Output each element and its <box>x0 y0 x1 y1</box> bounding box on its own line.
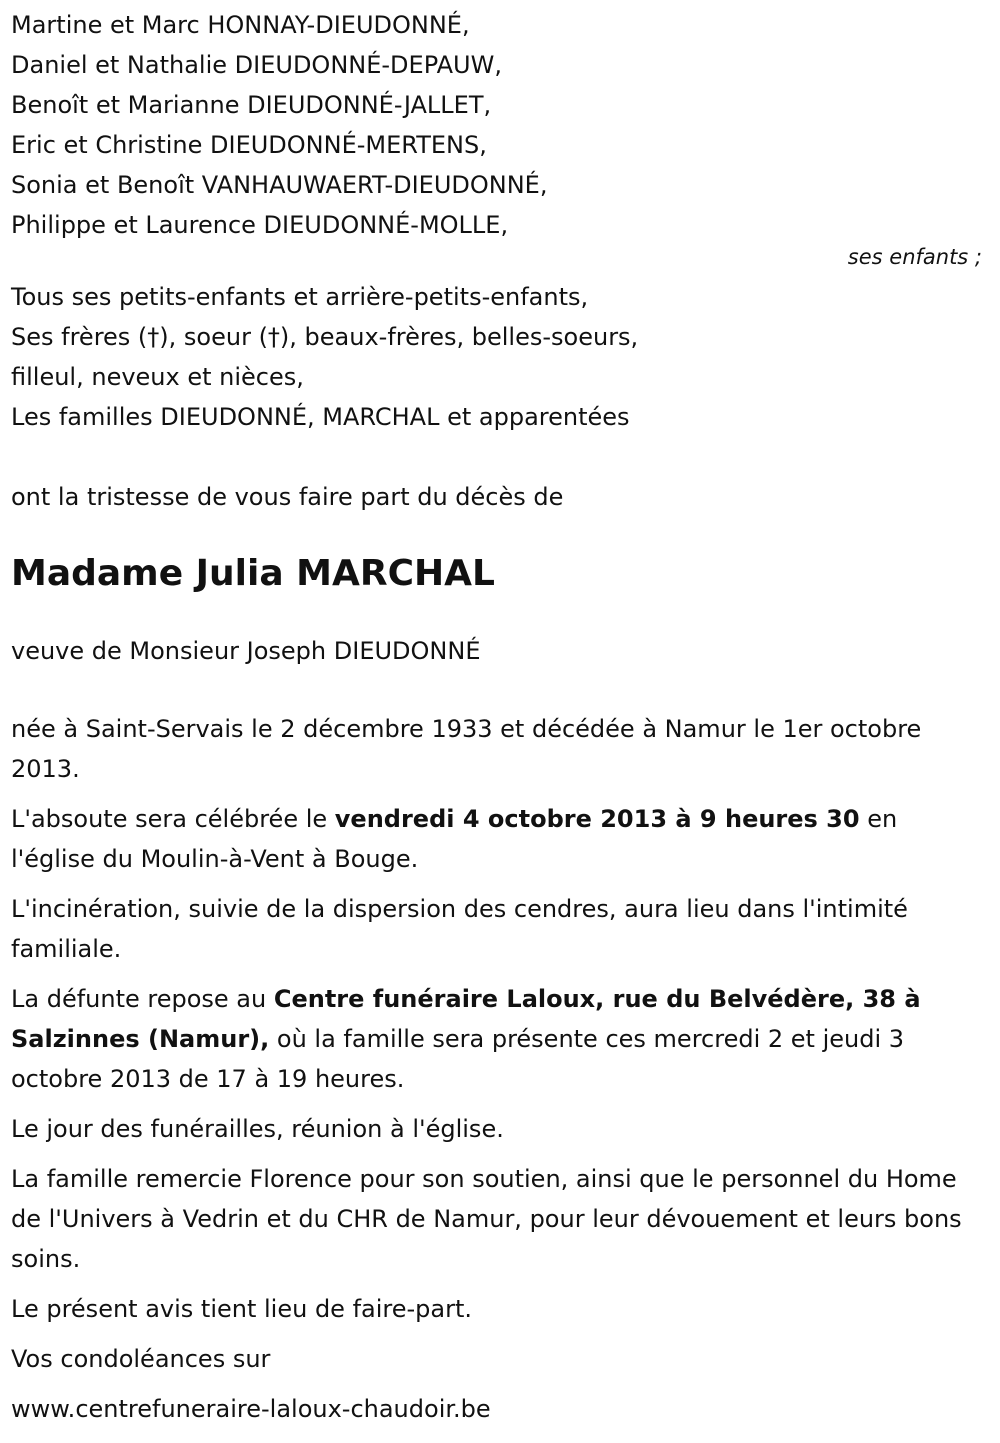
deceased-name: Madame Julia MARCHAL <box>11 553 495 594</box>
family-list <box>11 277 991 437</box>
website-link[interactable]: www.centrefuneraire-laloux-chaudoir.be <box>11 1395 491 1423</box>
family-line: Ses frères (†), soeur (†), beaux-frères, belles-soeurs, <box>11 323 639 351</box>
ceremony-prefix: L'absoute sera célébrée le <box>11 805 335 833</box>
announcement: ont la tristesse de vous faire part du décès de <box>11 483 564 511</box>
child-line: Daniel et Nathalie DIEUDONNÉ-DEPAUW, <box>11 51 502 79</box>
family-line: Les familles DIEUDONNÉ, MARCHAL et apparentées <box>11 403 630 431</box>
child-line: Sonia et Benoît VANHAUWAERT-DIEUDONNÉ, <box>11 171 548 199</box>
widow-of: veuve de Monsieur Joseph DIEUDONNÉ <box>11 637 481 665</box>
meeting-paragraph: Le jour des funérailles, réunion à l'église. <box>11 1115 504 1143</box>
ceremony-paragraph <box>11 799 986 879</box>
children-list <box>11 0 991 245</box>
child-line: Martine et Marc HONNAY-DIEUDONNÉ, <box>11 11 470 39</box>
repose-suffix: où la famille sera présente ces mercredi 2 et jeudi 3 octobre 2013 de 17 à 19 heures. <box>11 1025 905 1093</box>
thanks-paragraph: La famille remercie Florence pour son soutien, ainsi que le personnel du Home de l'Univers à Vedrin et du CHR de Namur, pour leur dévouement et leurs bons soins. <box>11 1165 962 1273</box>
condolences-label: Vos condoléances sur <box>11 1345 271 1373</box>
birth-death: née à Saint-Servais le 2 décembre 1933 et décédée à Namur le 1er octobre 2013. <box>11 715 922 783</box>
children-tag: ses enfants ; <box>847 245 982 269</box>
repose-paragraph <box>11 979 986 1099</box>
family-line: filleul, neveux et nièces, <box>11 363 304 391</box>
child-line: Benoît et Marianne DIEUDONNÉ-JALLET, <box>11 91 492 119</box>
repose-prefix: La défunte repose au <box>11 985 274 1013</box>
notice-paragraph: Le présent avis tient lieu de faire-part. <box>11 1295 473 1323</box>
family-line: Tous ses petits-enfants et arrière-petits-enfants, <box>11 283 589 311</box>
child-line: Eric et Christine DIEUDONNÉ-MERTENS, <box>11 131 487 159</box>
cremation-paragraph: L'incinération, suivie de la dispersion des cendres, aura lieu dans l'intimité familiale. <box>11 895 908 963</box>
ceremony-suffix: en l'église du Moulin-à-Vent à Bouge. <box>11 805 898 873</box>
child-line: Philippe et Laurence DIEUDONNÉ-MOLLE, <box>11 211 509 239</box>
repose-place: Centre funéraire Laloux, rue du Belvédère, 38 à Salzinnes (Namur), <box>11 985 921 1053</box>
ceremony-datetime: vendredi 4 octobre 2013 à 9 heures 30 <box>334 805 860 833</box>
obituary-notice <box>11 0 991 1439</box>
